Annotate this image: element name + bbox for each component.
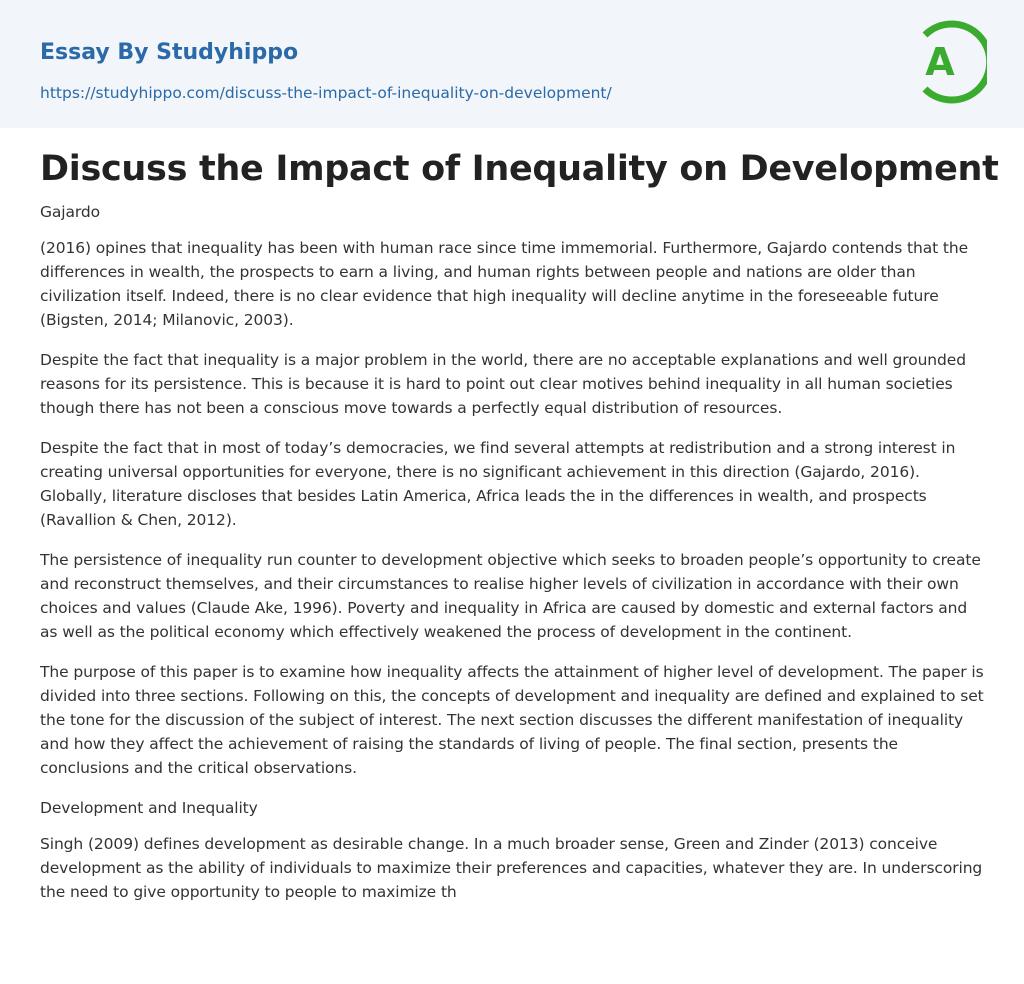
site-brand[interactable]: Essay By Studyhippo — [40, 40, 299, 65]
paragraph: The purpose of this paper is to examine how inequality affects the attainment of higher level of development. The paper is divided into three sections. Following on this, the concepts of development and inequality are defined and explained to set the tone for the discussion of the subject of interest. The next section discusses the different manifestation of inequality and how they affect the achievement of raising the standards of living of people. The final section, presents the conclusions and the critical observations. — [40, 663, 984, 777]
article — [40, 128, 999, 904]
article-author: Gajardo — [40, 203, 101, 221]
paragraph: (2016) opines that inequality has been with human race since time immemorial. Furthermore, Gajardo contends that the differences in wealth, the prospects to earn a living, and human rights between people and nations are older than civilization itself. Indeed, there is no clear evidence that high inequality will decline anytime in the foreseeable future (Bigsten, 2014; Milanovic, 2003). — [40, 239, 969, 329]
essay-url-link[interactable]: https://studyhippo.com/discuss-the-impact-of-inequality-on-development/ — [40, 84, 612, 102]
studyhippo-logo[interactable] — [911, 19, 987, 105]
paragraph: Despite the fact that inequality is a major problem in the world, there are no acceptable explanations and well grounded reasons for its persistence. This is because it is hard to point out clear motives behind inequality in all human societies though there has not been a conscious move towards a perfectly equal distribution of resources. — [40, 351, 966, 417]
paragraph: Despite the fact that in most of today’s democracies, we find several attempts at redistribution and a strong interest in creating universal opportunities for everyone, there is no significant achievement in this direction (Gajardo, 2016). Globally, literature discloses that besides Latin America, Africa leads the in the differences in wealth, and prospects (Ravallion & Chen, 2012). — [40, 439, 956, 529]
article-title: Discuss the Impact of Inequality on Development — [40, 149, 999, 189]
site-header — [0, 0, 1024, 128]
logo-letter: A — [925, 40, 955, 84]
paragraph: Singh (2009) defines development as desirable change. In a much broader sense, Green and Zinder (2013) conceive development as the ability of individuals to maximize their preferences and capacities, whatever they are. In underscoring the need to give opportunity to people to maximize th — [40, 835, 983, 901]
section-heading: Development and Inequality — [40, 799, 258, 817]
paragraph: The persistence of inequality run counter to development objective which seeks to broaden people’s opportunity to create and reconstruct themselves, and their circumstances to realise higher levels of civilization in accordance with their own choices and values (Claude Ake, 1996). Poverty and inequality in Africa are caused by domestic and external factors and as well as the political economy which effectively weakened the process of development in the continent. — [40, 551, 981, 641]
